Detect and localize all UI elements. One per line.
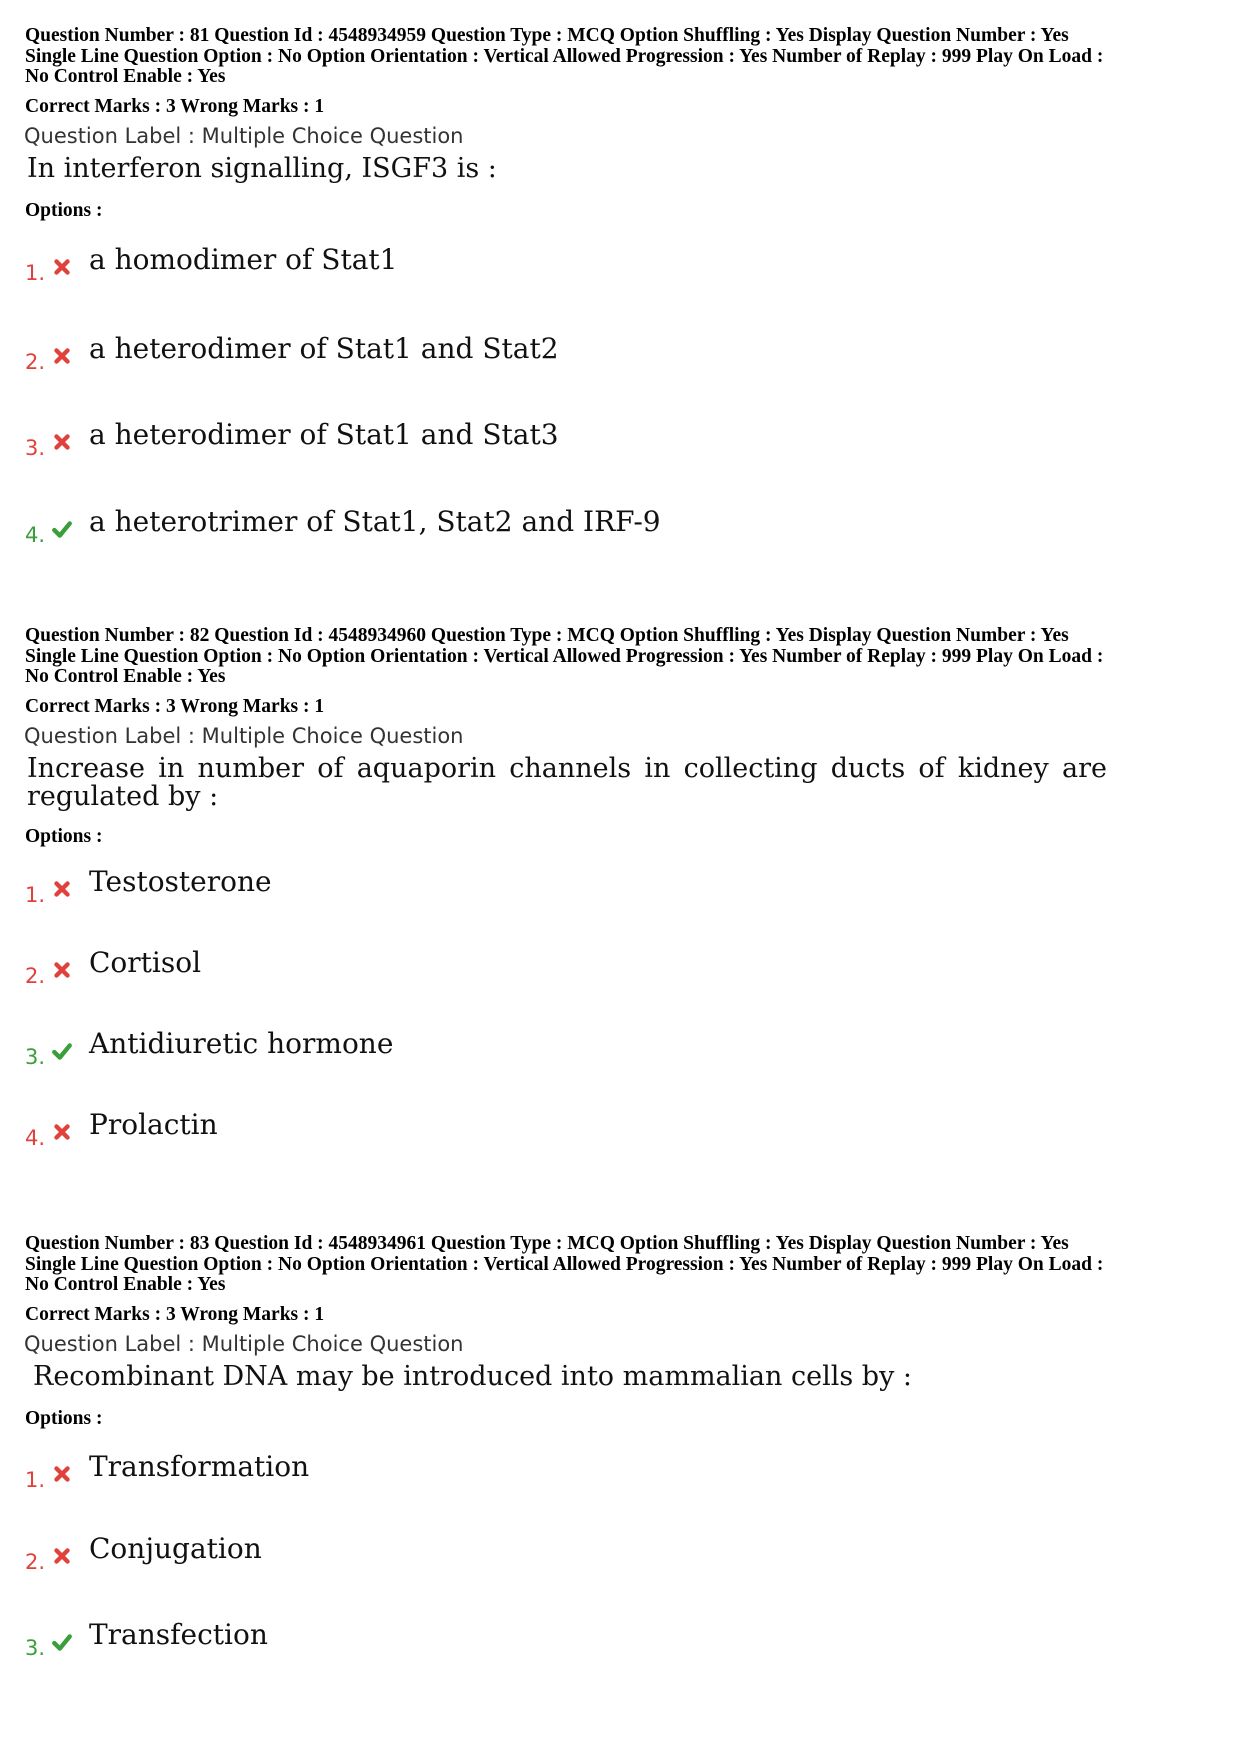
question-label: Question Label : Multiple Choice Question xyxy=(24,723,464,748)
option-item xyxy=(25,1109,925,1159)
option-text: Transfection xyxy=(89,1618,268,1651)
question-meta-line: Question Number : 82 Question Id : 4548934960 Question Type : MCQ Option Shuffling : Yes Display Question Number : Yes xyxy=(25,625,1069,646)
check-icon xyxy=(51,1631,73,1653)
option-number: 1. xyxy=(25,1468,46,1492)
question-label: Question Label : Multiple Choice Question xyxy=(24,123,464,148)
option-text: Cortisol xyxy=(89,946,202,979)
question-block xyxy=(24,625,1220,1150)
question-meta-line: Single Line Question Option : No Option Orientation : Vertical Allowed Progression : Yes Number of Replay : 999 Play On Load : xyxy=(25,645,1104,667)
question-meta-line: Question Number : 83 Question Id : 4548934961 Question Type : MCQ Option Shuffling : Yes Display Question Number : Yes xyxy=(25,1233,1069,1254)
option-item xyxy=(25,947,925,997)
question-meta-line: Question Number : 81 Question Id : 4548934959 Question Type : MCQ Option Shuffling : Yes Display Question Number : Yes xyxy=(25,25,1069,46)
option-text: Antidiuretic hormone xyxy=(89,1027,394,1060)
cross-icon xyxy=(51,1545,73,1567)
option-text: a heterotrimer of Stat1, Stat2 and IRF-9 xyxy=(89,505,661,538)
check-icon xyxy=(51,1040,73,1062)
question-block xyxy=(24,1233,1220,1660)
option-number: 1. xyxy=(25,883,46,907)
question-meta-line: No Control Enable : Yes xyxy=(25,1274,226,1295)
option-number: 2. xyxy=(25,964,46,988)
cross-icon xyxy=(51,256,73,278)
cross-icon xyxy=(51,959,73,981)
option-number: 3. xyxy=(25,1636,46,1660)
cross-icon xyxy=(51,1121,73,1143)
option-text: Testosterone xyxy=(89,865,272,898)
options-heading: Options : xyxy=(25,1407,103,1429)
option-item xyxy=(25,866,925,916)
option-item xyxy=(25,1028,925,1078)
option-number: 3. xyxy=(25,1045,46,1069)
cross-icon xyxy=(51,345,73,367)
check-icon xyxy=(51,518,73,540)
option-number: 2. xyxy=(25,1550,46,1574)
options-heading: Options : xyxy=(25,825,103,847)
cross-icon xyxy=(51,878,73,900)
option-item xyxy=(25,419,925,469)
question-meta-line: Single Line Question Option : No Option Orientation : Vertical Allowed Progression : Yes Number of Replay : 999 Play On Load : xyxy=(25,45,1104,67)
question-meta-line: Single Line Question Option : No Option Orientation : Vertical Allowed Progression : Yes Number of Replay : 999 Play On Load : xyxy=(25,1253,1104,1275)
option-text: Prolactin xyxy=(89,1108,218,1141)
question-meta-line: No Control Enable : Yes xyxy=(25,66,226,87)
question-text: Recombinant DNA may be introduced into mammalian cells by : xyxy=(33,1360,913,1392)
cross-icon xyxy=(51,431,73,453)
option-text: a homodimer of Stat1 xyxy=(89,243,398,276)
option-item xyxy=(25,333,925,383)
option-text: Conjugation xyxy=(89,1532,262,1565)
question-meta-line: No Control Enable : Yes xyxy=(25,666,226,687)
option-item xyxy=(25,1451,925,1501)
option-text: Transformation xyxy=(89,1450,310,1483)
option-text: a heterodimer of Stat1 and Stat2 xyxy=(89,332,559,365)
option-number: 3. xyxy=(25,436,46,460)
option-item xyxy=(25,506,925,556)
option-number: 4. xyxy=(25,1126,46,1150)
option-number: 2. xyxy=(25,350,46,374)
marks-line: Correct Marks : 3 Wrong Marks : 1 xyxy=(25,95,325,117)
option-text: a heterodimer of Stat1 and Stat3 xyxy=(89,418,559,451)
options-heading: Options : xyxy=(25,199,103,221)
option-number: 1. xyxy=(25,261,46,285)
option-number: 4. xyxy=(25,523,46,547)
option-item xyxy=(25,1533,925,1583)
question-label: Question Label : Multiple Choice Question xyxy=(24,1331,464,1356)
marks-line: Correct Marks : 3 Wrong Marks : 1 xyxy=(25,1303,325,1325)
cross-icon xyxy=(51,1463,73,1485)
option-item xyxy=(25,244,925,294)
question-text: Increase in number of aquaporin channels in collecting ducts of kidney are regulated by : xyxy=(27,752,1107,812)
marks-line: Correct Marks : 3 Wrong Marks : 1 xyxy=(25,695,325,717)
question-block xyxy=(24,25,1220,547)
question-text: In interferon signalling, ISGF3 is : xyxy=(27,152,497,184)
option-item xyxy=(25,1619,925,1669)
